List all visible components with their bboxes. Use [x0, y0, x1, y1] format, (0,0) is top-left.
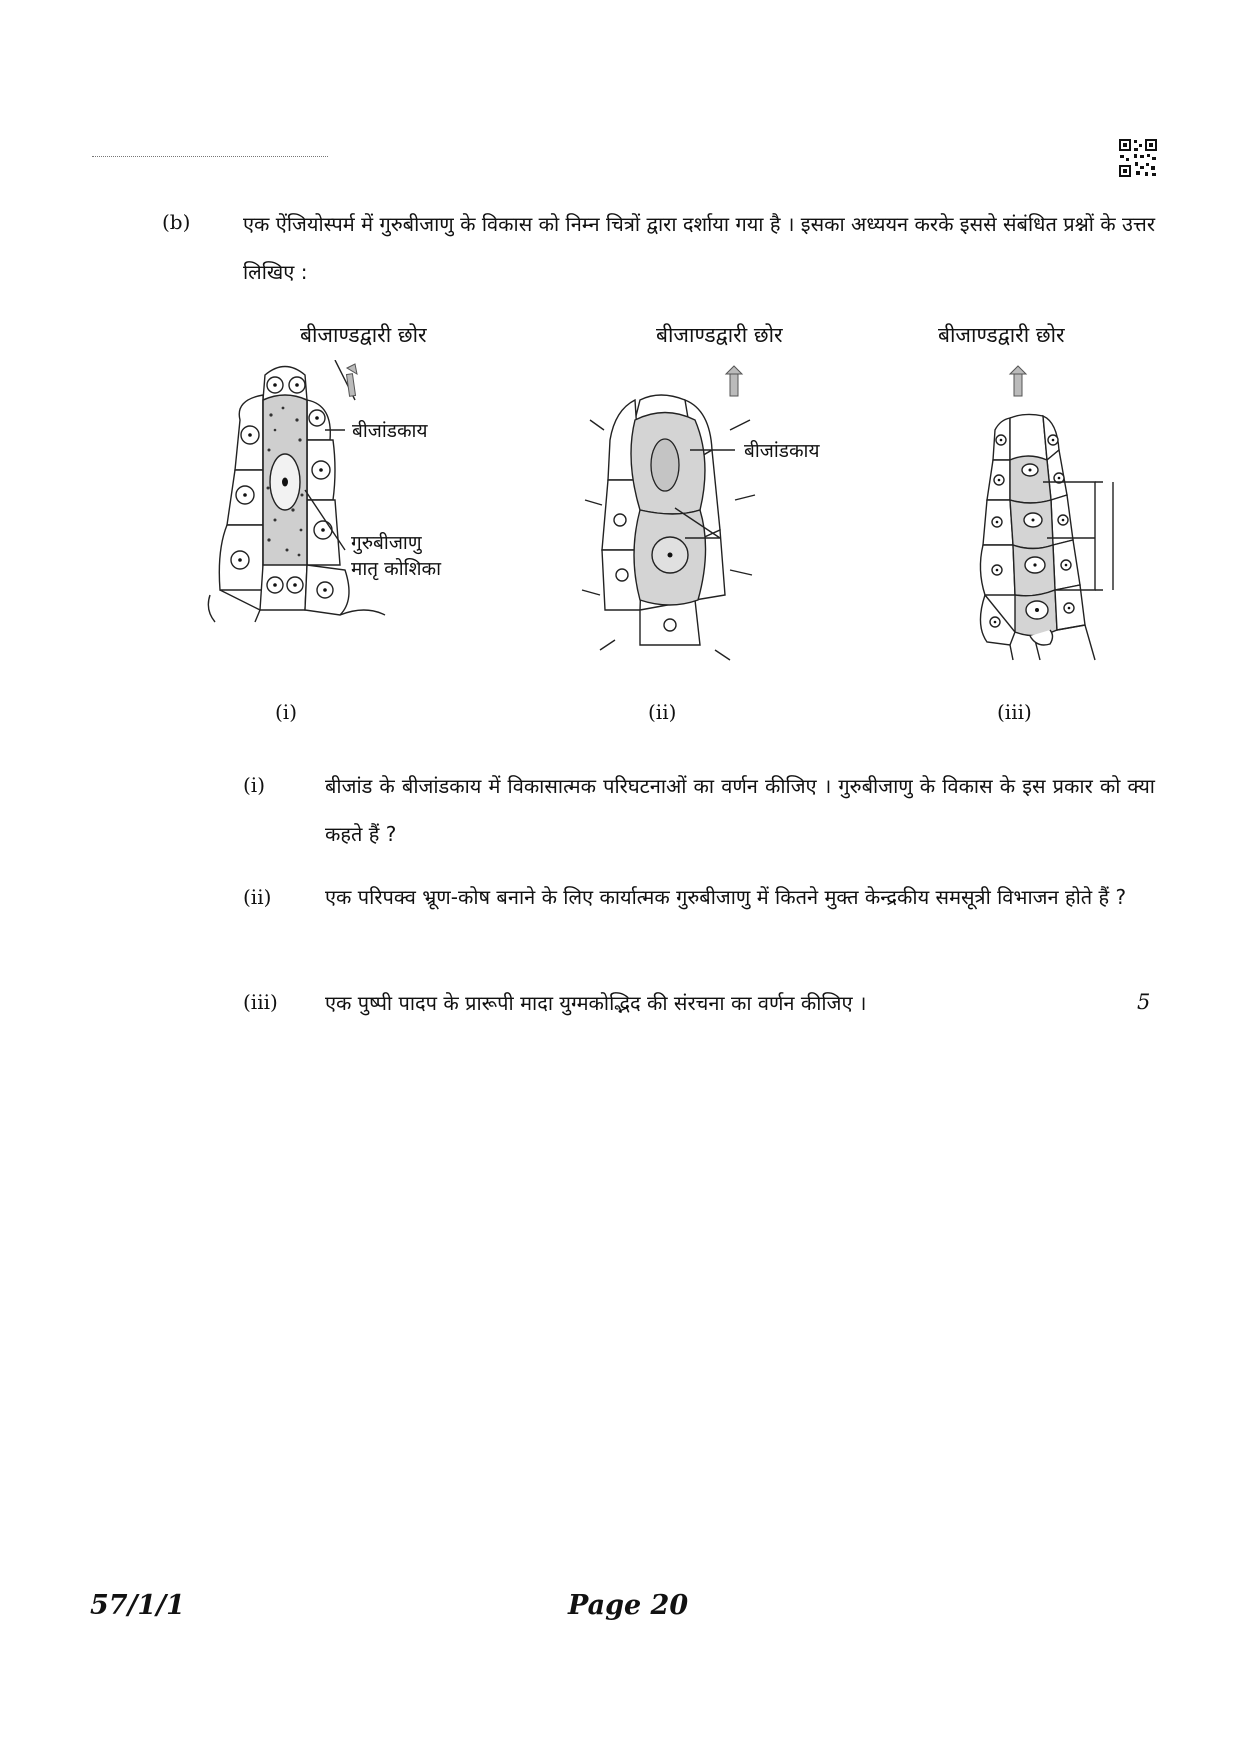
subquestion-3-text: एक पुष्पी पादप के प्रारूपी मादा युग्मकोद्भिद की संरचना का वर्णन कीजिए । — [325, 991, 867, 1015]
subquestion-1-number: (i) — [243, 773, 266, 797]
subquestion-1-text: बीजांड के बीजांडकाय में विकासात्मक परिघटनाओं का वर्णन कीजिए । गुरुबीजाणु के विकास के इस प्रकार को क्या कहते हैं ? — [325, 774, 1155, 846]
subquestion-2-number: (ii) — [243, 885, 272, 909]
figure-1-number: (i) — [275, 700, 298, 724]
figure-2-top-label: बीजाण्डद्वारी छोर — [656, 323, 783, 347]
question-marks: 5 — [1137, 990, 1151, 1014]
subquestion-3-number: (iii) — [243, 990, 278, 1014]
qr-code-icon — [1118, 138, 1158, 178]
figure-2-number: (ii) — [648, 700, 677, 724]
figure-1-label-mmc-line2: मातृ कोशिका — [351, 558, 442, 580]
figure-1-megaspore-mother-cell-diagram — [205, 360, 415, 660]
figure-3-number: (iii) — [997, 700, 1032, 724]
figure-1-label-mmc-line1: गुरुबीजाणु — [351, 532, 422, 554]
figure-1-label-nucellus: बीजांडकाय — [352, 420, 428, 442]
subquestion-2-text: एक परिपक्व भ्रूण-कोष बनाने के लिए कार्यात्मक गुरुबीजाणु में कितने मुक्त केन्द्रकीय समसूत्री विभाजन होते हैं ? — [325, 885, 1127, 909]
question-label: (b) — [162, 210, 191, 234]
paper-code: 57/1/1 — [90, 1590, 185, 1621]
figure-2-label-nucellus: बीजांडकाय — [744, 440, 820, 462]
figure-3-megaspore-tetrad-diagram — [955, 360, 1165, 670]
figure-3-top-label: बीजाण्डद्वारी छोर — [938, 323, 1065, 347]
header-rule — [92, 156, 328, 157]
figure-2-dyad-diagram — [580, 360, 760, 670]
question-intro: एक ऐंजियोस्पर्म में गुरुबीजाणु के विकास को निम्न चित्रों द्वारा दर्शाया गया है । इसका अध्ययन करके इससे संबंधित प्रश्नों के उत्तर लिखिए : — [243, 212, 1155, 284]
page-number: Page 20 — [568, 1590, 689, 1621]
figure-1-top-label: बीजाण्डद्वारी छोर — [300, 323, 427, 347]
